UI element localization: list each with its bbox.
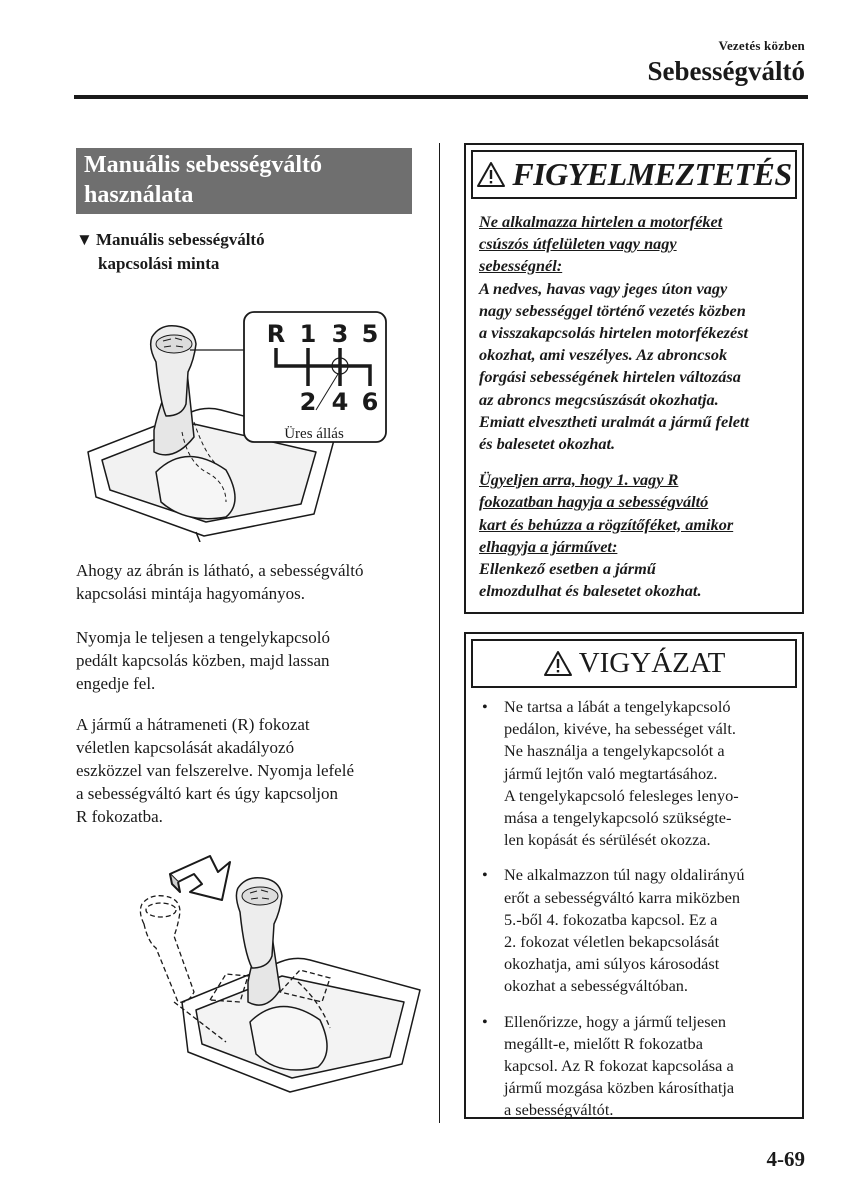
gear-label-5: 5 [361,320,379,348]
subheading [76,228,396,276]
shift-pattern-figure [76,292,416,542]
gear-label-2: 2 [299,388,317,416]
paragraph-1 [76,559,421,605]
paragraph-line: R fokozatba. [76,807,163,826]
warning-line: A nedves, havas vagy jeges úton vagy [479,278,728,298]
bullet-icon: • [482,1011,488,1031]
warning-box [464,143,804,614]
subheading-line2: kapcsolási minta [98,254,220,273]
gear-labels-bottom [300,388,379,416]
warning-line: forgási sebességének hirtelen változása [479,367,741,387]
caution-line: okozhat a sebességváltóban. [504,976,689,996]
warning-line: elhagyja a járművet: [479,536,618,556]
reverse-gear-figure [130,852,430,1102]
warning-title: FIGYELMEZTETÉS [512,156,792,192]
knob-top-pattern-icon [156,335,192,353]
paragraph-3 [76,713,421,828]
caution-line: kapcsol. Az R fokozat kapcsolása a [504,1056,734,1076]
caution-line: Ne alkalmazzon túl nagy oldalirányú [504,865,745,885]
caution-line: jármű lejtőn való megtartásához. [504,763,718,783]
caution-list [478,696,792,1122]
column-divider [439,143,440,1123]
caution-line: len kopását és sérülését okozza. [504,830,711,850]
paragraph-line: engedje fel. [76,674,156,693]
caution-line: okozhatja, ami súlyos károsodást [504,954,720,974]
paragraph-line: A jármű a hátrameneti (R) fokozat [76,715,310,734]
caution-line: Ellenőrizze, hogy a jármű teljesen [504,1011,726,1031]
warning-line: és balesetet okozhat. [479,434,616,454]
bullet-icon: • [482,697,488,716]
section-title-line1: Manuális sebességváltó [84,152,323,178]
neutral-label: Üres állás [284,426,344,442]
caution-line: A tengelykapcsoló felesleges lenyo- [504,785,739,805]
warning-line: sebességnél: [479,256,563,276]
warning-line: nagy sebességgel történő vezetés közben [479,300,746,320]
caution-line: erőt a sebességváltó karra miközben [504,887,740,907]
warning-block-2 [479,469,790,602]
gear-label-1: 1 [299,320,317,348]
caution-line: Ne tartsa a lábát a tengelykapcsoló [504,697,731,716]
paragraph-2 [76,626,421,695]
paragraph-line: Ahogy az ábrán is látható, a sebességváltó [76,561,364,580]
page-number: 4-69 [766,1147,805,1171]
warning-line: kart és behúzza a rögzítőféket, amikor [479,514,734,534]
caution-line: 5.-ből 4. fokozatba kapcsol. Ez a [504,909,718,929]
warning-line: fokozatban hagyja a sebességváltó [479,492,709,512]
section-title [76,148,412,214]
caution-header [471,639,797,688]
caution-item [478,864,792,997]
header-rule [74,95,808,99]
warning-line: az abroncs megcsúszását okozhatja. [479,389,719,409]
caution-line: jármű mozgása közben károsíthatja [504,1078,735,1098]
gear-label-6: 6 [361,388,379,416]
running-header-section: Vezetés közben [718,38,805,53]
warning-line: Ne alkalmazza hirtelen a motorféket [479,212,723,231]
paragraph-line: Nyomja le teljesen a tengelykapcsoló [76,628,330,647]
warning-line: Ügyeljen arra, hogy 1. vagy R [479,470,679,490]
warning-line: Ellenkező esetben a jármű [479,559,656,579]
gear-label-r: R [266,320,286,348]
caution-item [478,1011,792,1122]
caution-line: mása a tengelykapcsoló szükségte- [504,808,732,828]
paragraph-line: kapcsolási mintája hagyományos. [76,584,305,603]
caution-line: megállt-e, mielőtt R fokozatba [504,1033,703,1053]
paragraph-line: eszközzel van felszerelve. Nyomja lefelé [76,761,354,780]
warning-line: a visszakapcsolás hirtelen motorfékezést [479,323,749,343]
paragraph-line: a sebességváltó kart és úgy kapcsoljon [76,784,339,803]
caution-item [478,696,792,851]
push-down-arrow-icon [170,856,230,900]
bullet-icon: • [482,865,488,885]
warning-header [471,150,797,199]
paragraph-line: véletlen kapcsolását akadályozó [76,738,295,757]
triangle-down-icon: ▼ [76,230,93,249]
caution-triangle-icon [543,650,573,677]
warning-line: Emiatt elvesztheti uralmát a jármű felett [479,411,750,431]
gear-label-4: 4 [331,388,349,416]
warning-block-1 [479,211,790,455]
warning-line: csúszós útfelületen vagy nagy [479,234,677,254]
caution-box [464,632,804,1119]
warning-line: okozhat, ami veszélyes. Az abroncsok [479,345,728,365]
subheading-line1: Manuális sebességváltó [96,230,265,249]
caution-title: VIGYÁZAT [578,647,726,679]
warning-body [479,211,790,602]
caution-line: pedálon, kivéve, ha sebességet vált. [504,719,736,739]
running-header-title: Sebességváltó [647,56,805,86]
gear-label-3: 3 [331,320,349,348]
warning-line: elmozdulhat és balesetet okozhat. [479,581,702,601]
caution-line: 2. fokozat véletlen bekapcsolását [504,932,720,952]
paragraph-line: pedált kapcsolás közben, majd lassan [76,651,330,670]
caution-line: Ne használja a tengelykapcsolót a [504,741,725,761]
caution-line: a sebességváltót. [504,1100,614,1120]
section-title-line2: használata [84,182,194,208]
warning-triangle-icon [476,161,506,188]
